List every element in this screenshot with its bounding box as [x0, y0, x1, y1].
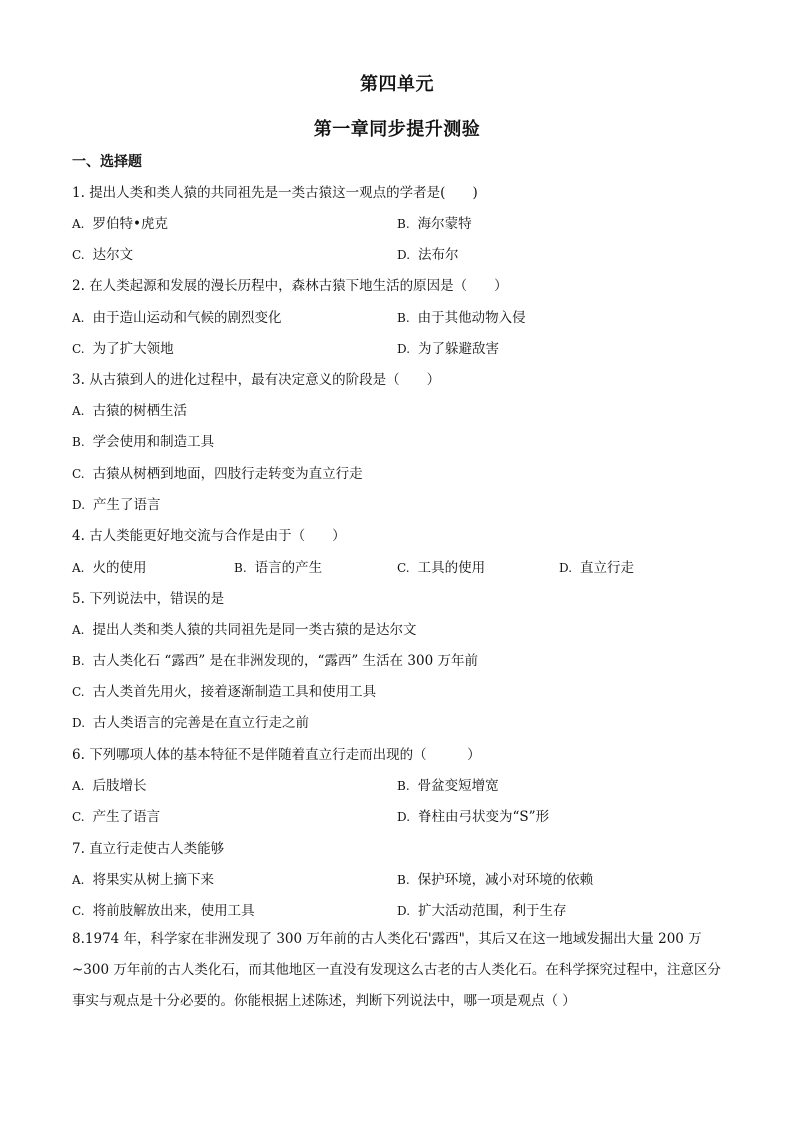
option-letter: C. [72, 248, 85, 262]
option-letter: C. [72, 342, 85, 356]
option-5-d[interactable] [72, 711, 309, 731]
question-text: 直立行走使古人类能够 [89, 841, 225, 857]
option-4-a[interactable] [72, 556, 146, 576]
question-text: 下列哪项人体的基本特征不是伴随着直立行走而出现的（ ） [89, 747, 481, 763]
option-text: 古人类化石 “露西” 是在非洲发现的，“露西” 生活在 300 万年前 [92, 653, 478, 669]
question-stem-3 [72, 368, 440, 388]
option-text: 后肢增长 [92, 778, 147, 794]
option-7-c[interactable] [72, 899, 255, 919]
option-4-b[interactable] [234, 556, 322, 576]
question-text: 古人类能更好地交流与合作是由于（ ） [89, 528, 346, 544]
option-7-b[interactable] [397, 868, 593, 888]
option-5-c[interactable] [72, 680, 376, 700]
option-letter: A. [72, 404, 85, 418]
option-1-d[interactable] [397, 243, 459, 263]
option-text: 工具的使用 [417, 560, 486, 576]
question-text: 从古猿到人的进化过程中，最有决定意义的阶段是（ ） [89, 372, 441, 388]
option-4-d[interactable] [559, 556, 634, 576]
question-stem-2 [72, 274, 508, 294]
option-text: 将前肢解放出来，使用工具 [92, 903, 255, 919]
option-letter: A. [72, 623, 85, 637]
option-letter: A. [72, 311, 85, 325]
question-number: 3. [72, 372, 85, 388]
option-5-b[interactable] [72, 649, 478, 669]
question-stem-7 [72, 837, 224, 857]
option-text: 法布尔 [418, 247, 459, 263]
option-5-a[interactable] [72, 618, 416, 638]
question-number: 2. [72, 278, 85, 294]
option-text: 产生了语言 [92, 809, 161, 825]
option-text: 为了扩大领地 [92, 341, 174, 357]
option-6-d[interactable] [397, 805, 549, 825]
question-stem-5 [72, 587, 224, 607]
option-1-a[interactable] [72, 212, 168, 232]
question-text: 1974 年，科学家在非洲发现了 300 万年前的古人类化石'露西"，其后又在这一地域发掘出大量 200 万~300 万年前的古人类化石，而其他地区一直没有发现这么古老的古人类化石。在科学探究过程中，注意区分事实与观点是十分必要的。你能根据上述陈述，判断下列说法中，哪一项是观点（ ） [72, 931, 721, 1009]
option-letter: D. [397, 810, 411, 824]
option-letter: C. [397, 561, 410, 575]
option-text: 为了躲避敌害 [418, 341, 500, 357]
option-letter: A. [72, 779, 85, 793]
option-2-b[interactable] [397, 306, 526, 326]
option-letter: D. [559, 561, 573, 575]
option-text: 骨盆变短增宽 [417, 778, 499, 794]
option-letter: D. [397, 248, 411, 262]
option-letter: C. [72, 904, 85, 918]
option-letter: B. [72, 654, 85, 668]
option-letter: B. [397, 873, 410, 887]
option-2-c[interactable] [72, 337, 174, 357]
option-6-b[interactable] [397, 774, 499, 794]
option-text: 古猿的树栖生活 [92, 403, 187, 419]
option-7-d[interactable] [397, 899, 567, 919]
question-stem-8 [72, 924, 724, 1017]
option-text: 海尔蒙特 [417, 216, 472, 232]
option-text: 达尔文 [92, 247, 134, 263]
option-letter: D. [72, 716, 86, 730]
option-letter: A. [72, 217, 85, 231]
unit-title: 第四单元 [360, 74, 434, 95]
question-number: 1. [72, 185, 85, 201]
option-letter: B. [397, 311, 410, 325]
option-3-c[interactable] [72, 462, 363, 482]
option-text: 将果实从树上摘下来 [92, 872, 214, 888]
option-letter: C. [72, 810, 85, 824]
option-letter: B. [234, 561, 247, 575]
option-letter: C. [72, 685, 85, 699]
option-text: 语言的产生 [254, 560, 323, 576]
option-text: 脊柱由弓状变为“S”形 [418, 809, 550, 825]
question-number: 8. [72, 931, 85, 947]
option-2-d[interactable] [397, 337, 499, 357]
question-number: 6. [72, 747, 85, 763]
option-letter: A. [72, 561, 85, 575]
option-letter: B. [72, 435, 85, 449]
section-heading: 一、选择题 [72, 154, 142, 170]
option-text: 古人类语言的完善是在直立行走之前 [93, 715, 310, 731]
option-text: 产生了语言 [93, 497, 161, 513]
option-3-b[interactable] [72, 430, 214, 450]
question-text: 提出人类和类人猿的共同祖先是一类古猿这一观点的学者是( ) [89, 185, 478, 201]
option-letter: C. [72, 467, 85, 481]
option-text: 学会使用和制造工具 [92, 434, 215, 450]
option-text: 保护环境，减小对环境的依赖 [417, 872, 594, 888]
option-1-b[interactable] [397, 212, 472, 232]
option-text: 由于造山运动和气候的剧烈变化 [92, 310, 282, 326]
question-stem-1 [72, 181, 478, 201]
option-letter: B. [397, 217, 410, 231]
question-text: 在人类起源和发展的漫长历程中，森林古猿下地生活的原因是（ ） [89, 278, 508, 294]
question-stem-4 [72, 524, 346, 544]
option-text: 扩大活动范围，利于生存 [418, 903, 567, 919]
option-letter: B. [397, 779, 410, 793]
chapter-title: 第一章同步提升测验 [313, 119, 481, 140]
option-text: 直立行走 [580, 560, 635, 576]
option-4-c[interactable] [397, 556, 485, 576]
option-text: 古猿从树栖到地面，四肢行走转变为直立行走 [92, 466, 363, 482]
option-text: 古人类首先用火，接着逐渐制造工具和使用工具 [92, 684, 377, 700]
option-2-a[interactable] [72, 306, 281, 326]
question-number: 7. [72, 841, 85, 857]
option-6-c[interactable] [72, 805, 160, 825]
option-letter: D. [397, 342, 411, 356]
option-text: 由于其他动物入侵 [417, 310, 526, 326]
question-number: 5. [72, 591, 85, 607]
option-letter: D. [397, 904, 411, 918]
option-text: 罗伯特•虎克 [92, 216, 168, 232]
question-text: 下列说法中，错误的是 [89, 591, 225, 607]
option-text: 火的使用 [92, 560, 147, 576]
option-text: 提出人类和类人猿的共同祖先是同一类古猿的是达尔文 [92, 622, 417, 638]
option-7-a[interactable] [72, 868, 214, 888]
option-6-a[interactable] [72, 774, 146, 794]
question-stem-6 [72, 743, 481, 763]
option-letter: A. [72, 873, 85, 887]
question-number: 4. [72, 528, 85, 544]
option-3-a[interactable] [72, 399, 187, 419]
option-3-d[interactable] [72, 493, 161, 513]
option-letter: D. [72, 498, 86, 512]
option-1-c[interactable] [72, 243, 133, 263]
